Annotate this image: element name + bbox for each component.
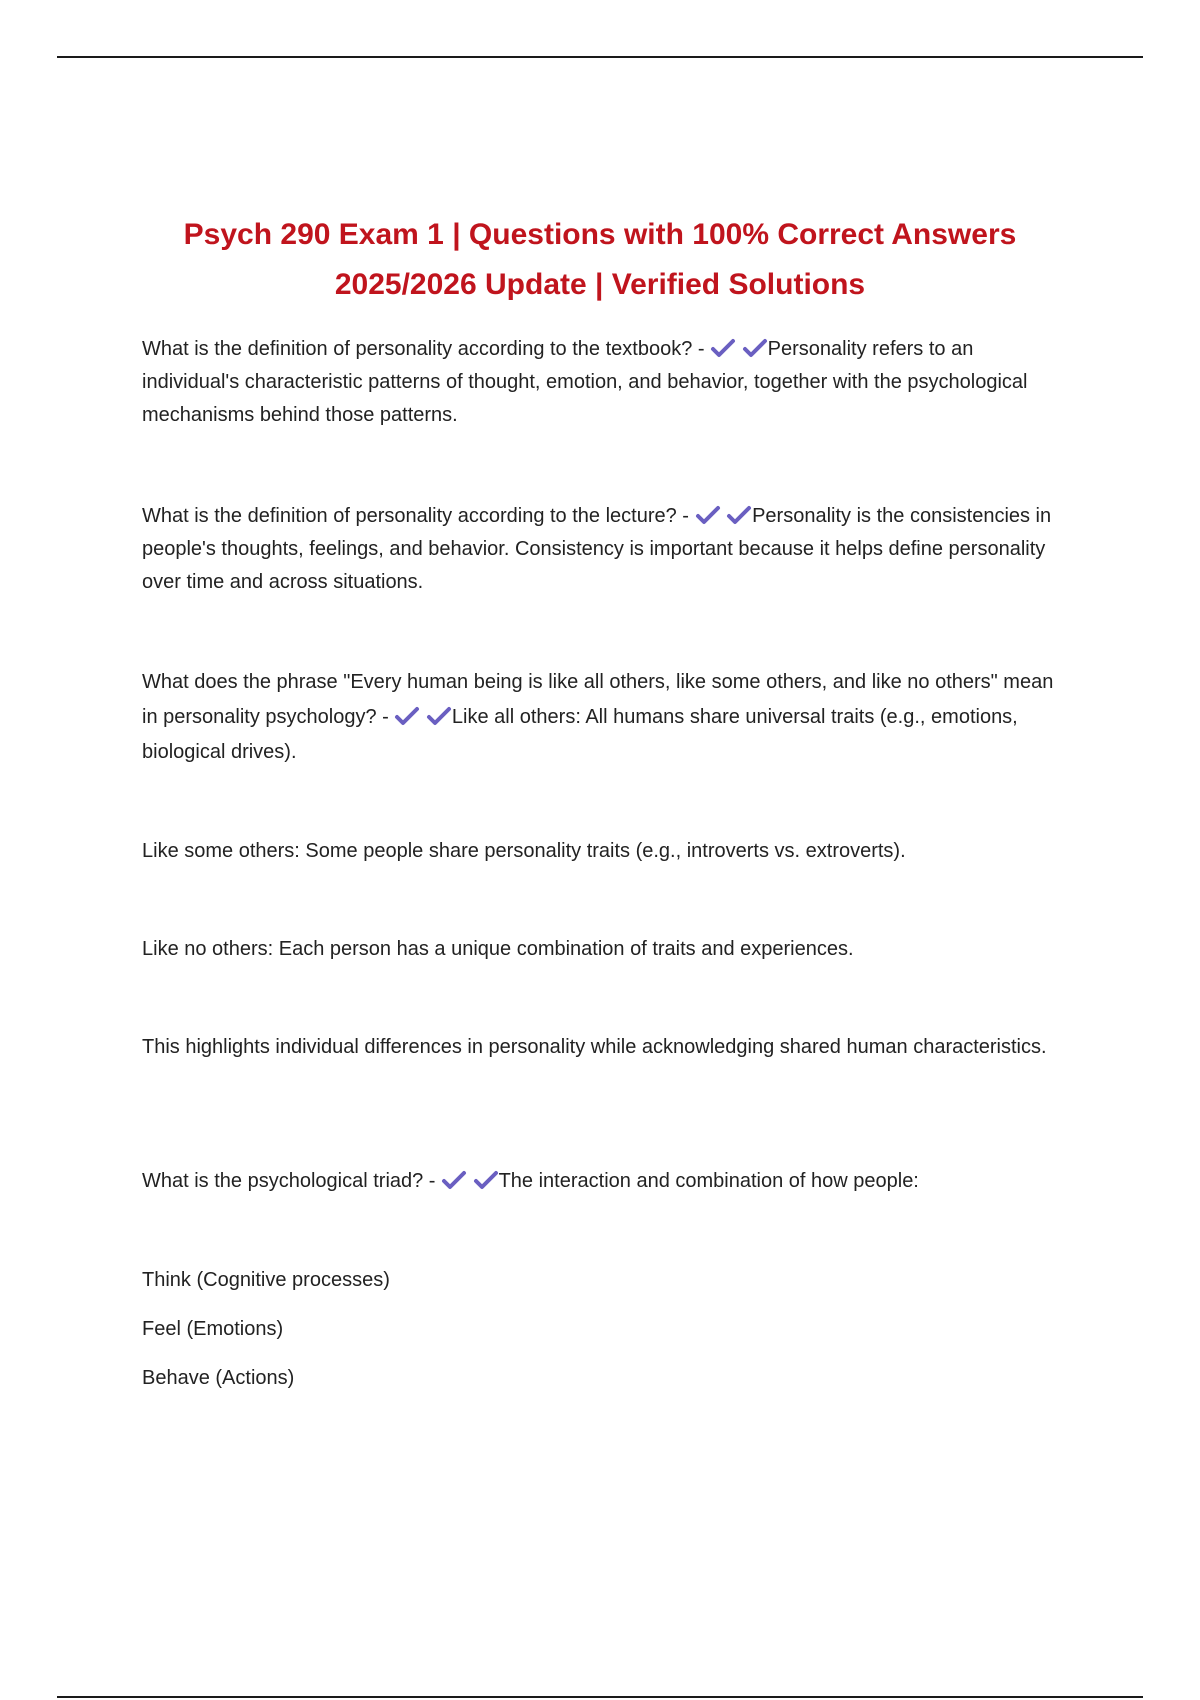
title-line-2: 2025/2026 Update | Verified Solutions [334,268,866,301]
question-text: What is the definition of personality according to the lecture? - [142,505,689,527]
bottom-rule [57,1696,1143,1698]
triad-item-feel: Feel (Emotions) [142,1318,284,1340]
document-title [100,210,1100,310]
qa-item-4 [142,1165,1072,1198]
paragraph-like-no: Like no others: Each person has a unique combination of traits and experiences. [142,938,854,960]
paragraph-highlights: This highlights individual differences in personality while acknowledging shared human characteristics. [142,1036,1047,1058]
checkmark-icon [426,706,452,726]
answer-text: Like all others: All humans share universal traits (e.g., emotions, biological drives). [142,706,1018,763]
qa-item-3 [142,665,1072,770]
top-rule [57,56,1143,58]
triad-item-think: Think (Cognitive processes) [142,1269,390,1291]
question-text: What is the psychological triad? - [142,1170,436,1192]
checkmark-icon [473,1170,499,1190]
qa-item-2 [142,500,1072,599]
checkmark-icon [394,706,420,726]
answer-text: Personality is the consistencies in people's thoughts, feelings, and behavior. Consistency is important because it helps define personality over time and across situations. [142,505,1052,593]
title-line-1: Psych 290 Exam 1 | Questions with 100% Correct Answers [183,218,1017,251]
checkmark-icon [742,338,768,358]
triad-item-behave: Behave (Actions) [142,1367,295,1389]
qa-item-1 [142,333,1072,432]
question-text: What does the phrase "Every human being is like all others, like some others, and like no others" mean in personality psychology? - [142,671,1054,728]
question-text: What is the definition of personality according to the textbook? - [142,338,705,360]
checkmark-icon [710,338,736,358]
checkmark-icon [695,505,721,525]
paragraph-like-some: Like some others: Some people share personality traits (e.g., introverts vs. extroverts). [142,840,906,862]
answer-text: Personality refers to an individual's characteristic patterns of thought, emotion, and behavior, together with the psychological mechanisms behind those patterns. [142,338,1028,426]
checkmark-icon [441,1170,467,1190]
answer-text: The interaction and combination of how people: [498,1170,919,1192]
checkmark-icon [726,505,752,525]
